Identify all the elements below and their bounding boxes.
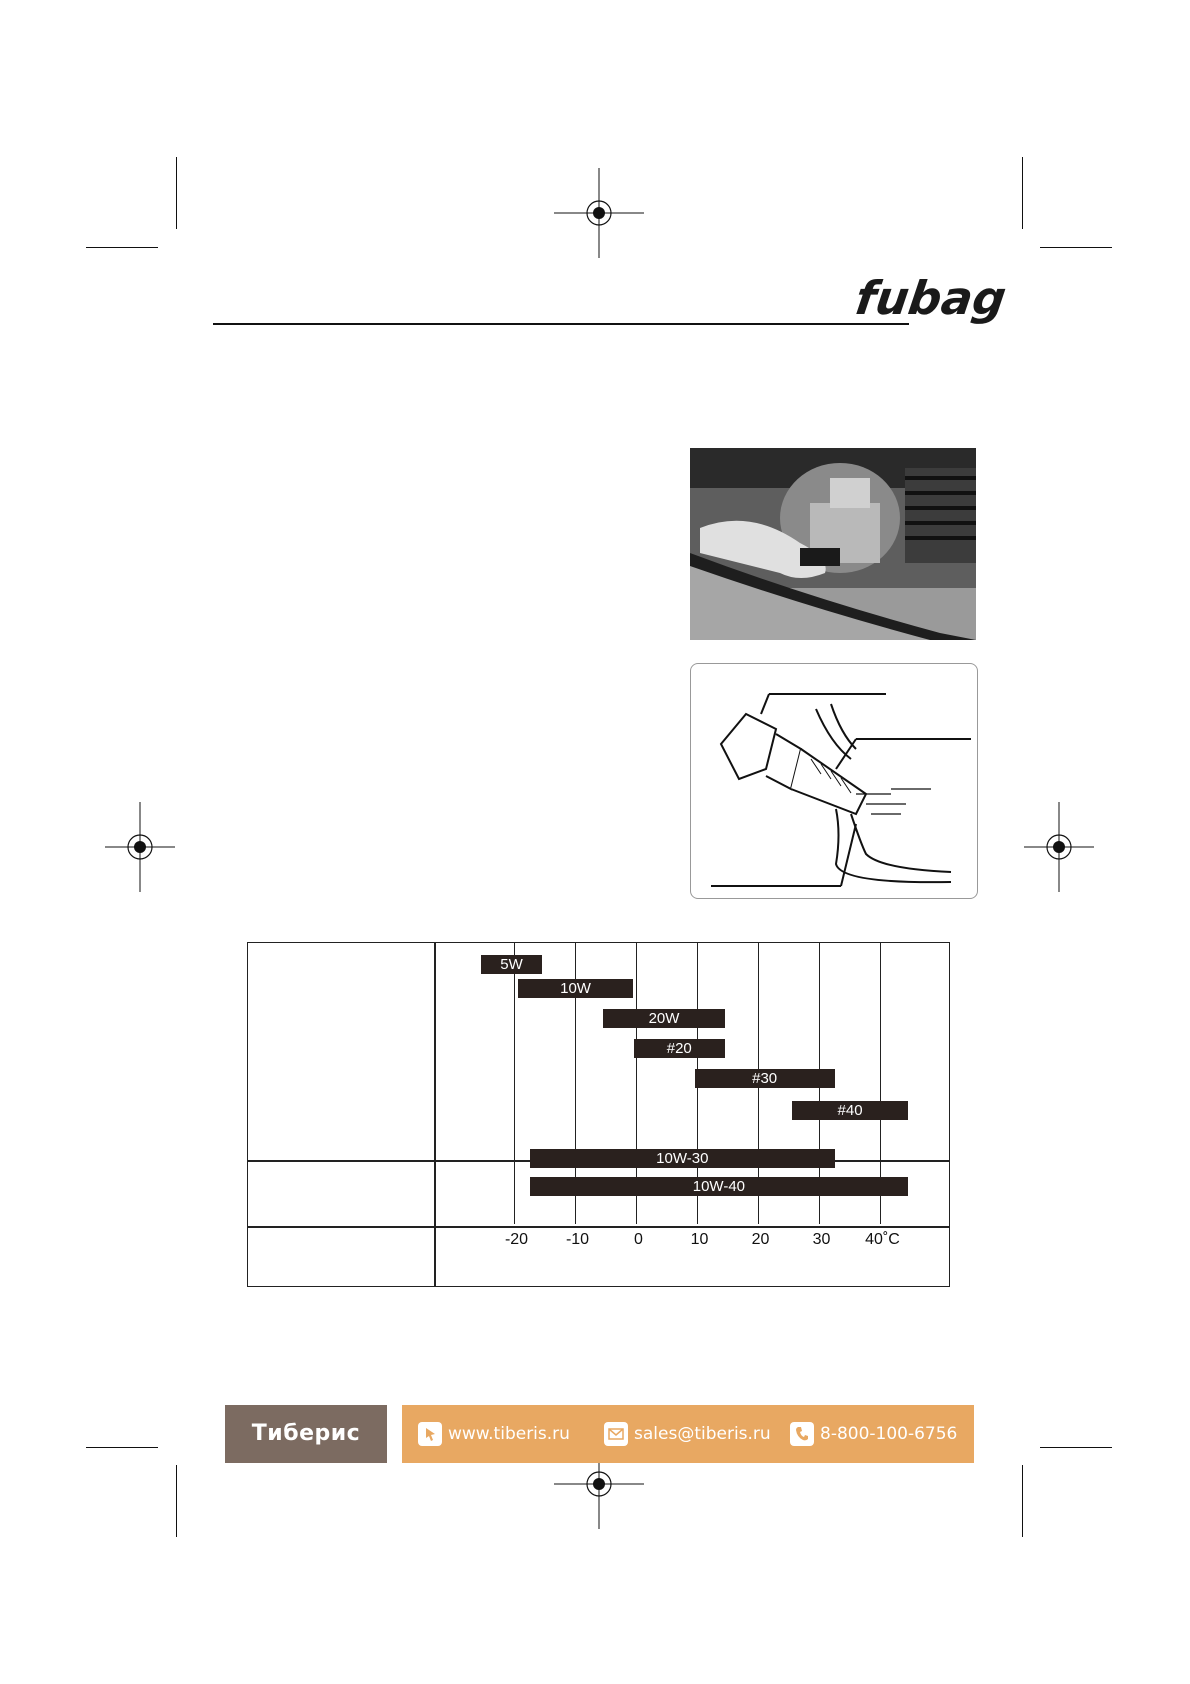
chart-bar: 5W bbox=[481, 955, 542, 974]
crop-mark bbox=[86, 1447, 158, 1448]
footer-contacts bbox=[402, 1405, 974, 1463]
email-contact[interactable] bbox=[604, 1405, 771, 1463]
chart-bar: 20W bbox=[603, 1009, 725, 1028]
chart-tick-label: 40˚C bbox=[865, 1231, 900, 1248]
crop-mark bbox=[86, 247, 158, 248]
chart-bar: #20 bbox=[634, 1039, 726, 1058]
chart-tick-label: 10 bbox=[690, 1231, 709, 1248]
registration-mark bbox=[554, 168, 644, 258]
chart-tick-label: -20 bbox=[504, 1231, 529, 1248]
header-rule bbox=[213, 323, 909, 325]
chart-tick-label: 0 bbox=[634, 1231, 643, 1248]
crop-mark bbox=[1022, 157, 1023, 229]
registration-mark bbox=[1014, 802, 1104, 892]
phone-number[interactable]: 8-800-100-6756 bbox=[820, 1424, 958, 1444]
website-contact[interactable] bbox=[418, 1405, 570, 1463]
chart-gridline bbox=[514, 943, 515, 1224]
crop-mark bbox=[1040, 1447, 1112, 1448]
fubag-logo bbox=[852, 270, 1010, 334]
chart-tick-label: 20 bbox=[751, 1231, 770, 1248]
phone-icon bbox=[790, 1422, 814, 1446]
oil-cap-diagram bbox=[690, 663, 978, 899]
website-link[interactable]: www.tiberis.ru bbox=[448, 1424, 570, 1444]
footer-banner bbox=[225, 1405, 974, 1463]
phone-contact[interactable] bbox=[790, 1405, 957, 1463]
chart-bar: 10W-40 bbox=[530, 1177, 908, 1196]
svg-text:fubag: fubag bbox=[852, 271, 1010, 325]
registration-mark bbox=[95, 802, 185, 892]
chart-tick-label: -10 bbox=[565, 1231, 590, 1248]
crop-mark bbox=[1040, 247, 1112, 248]
email-link[interactable]: sales@tiberis.ru bbox=[634, 1424, 771, 1444]
chart-bar: #40 bbox=[792, 1101, 908, 1120]
crop-mark bbox=[176, 157, 177, 229]
cursor-icon bbox=[418, 1422, 442, 1446]
engine-photo bbox=[690, 448, 976, 640]
chart-plot-area bbox=[435, 943, 950, 1286]
envelope-icon bbox=[604, 1422, 628, 1446]
chart-bar: #30 bbox=[695, 1069, 835, 1088]
crop-mark bbox=[176, 1465, 177, 1537]
oil-viscosity-chart bbox=[247, 942, 950, 1287]
footer-brand-name: Тиберис bbox=[225, 1405, 387, 1463]
chart-bar: 10W-30 bbox=[530, 1149, 835, 1168]
crop-mark bbox=[1022, 1465, 1023, 1537]
chart-bar: 10W bbox=[518, 979, 634, 998]
chart-tick-label: 30 bbox=[812, 1231, 831, 1248]
